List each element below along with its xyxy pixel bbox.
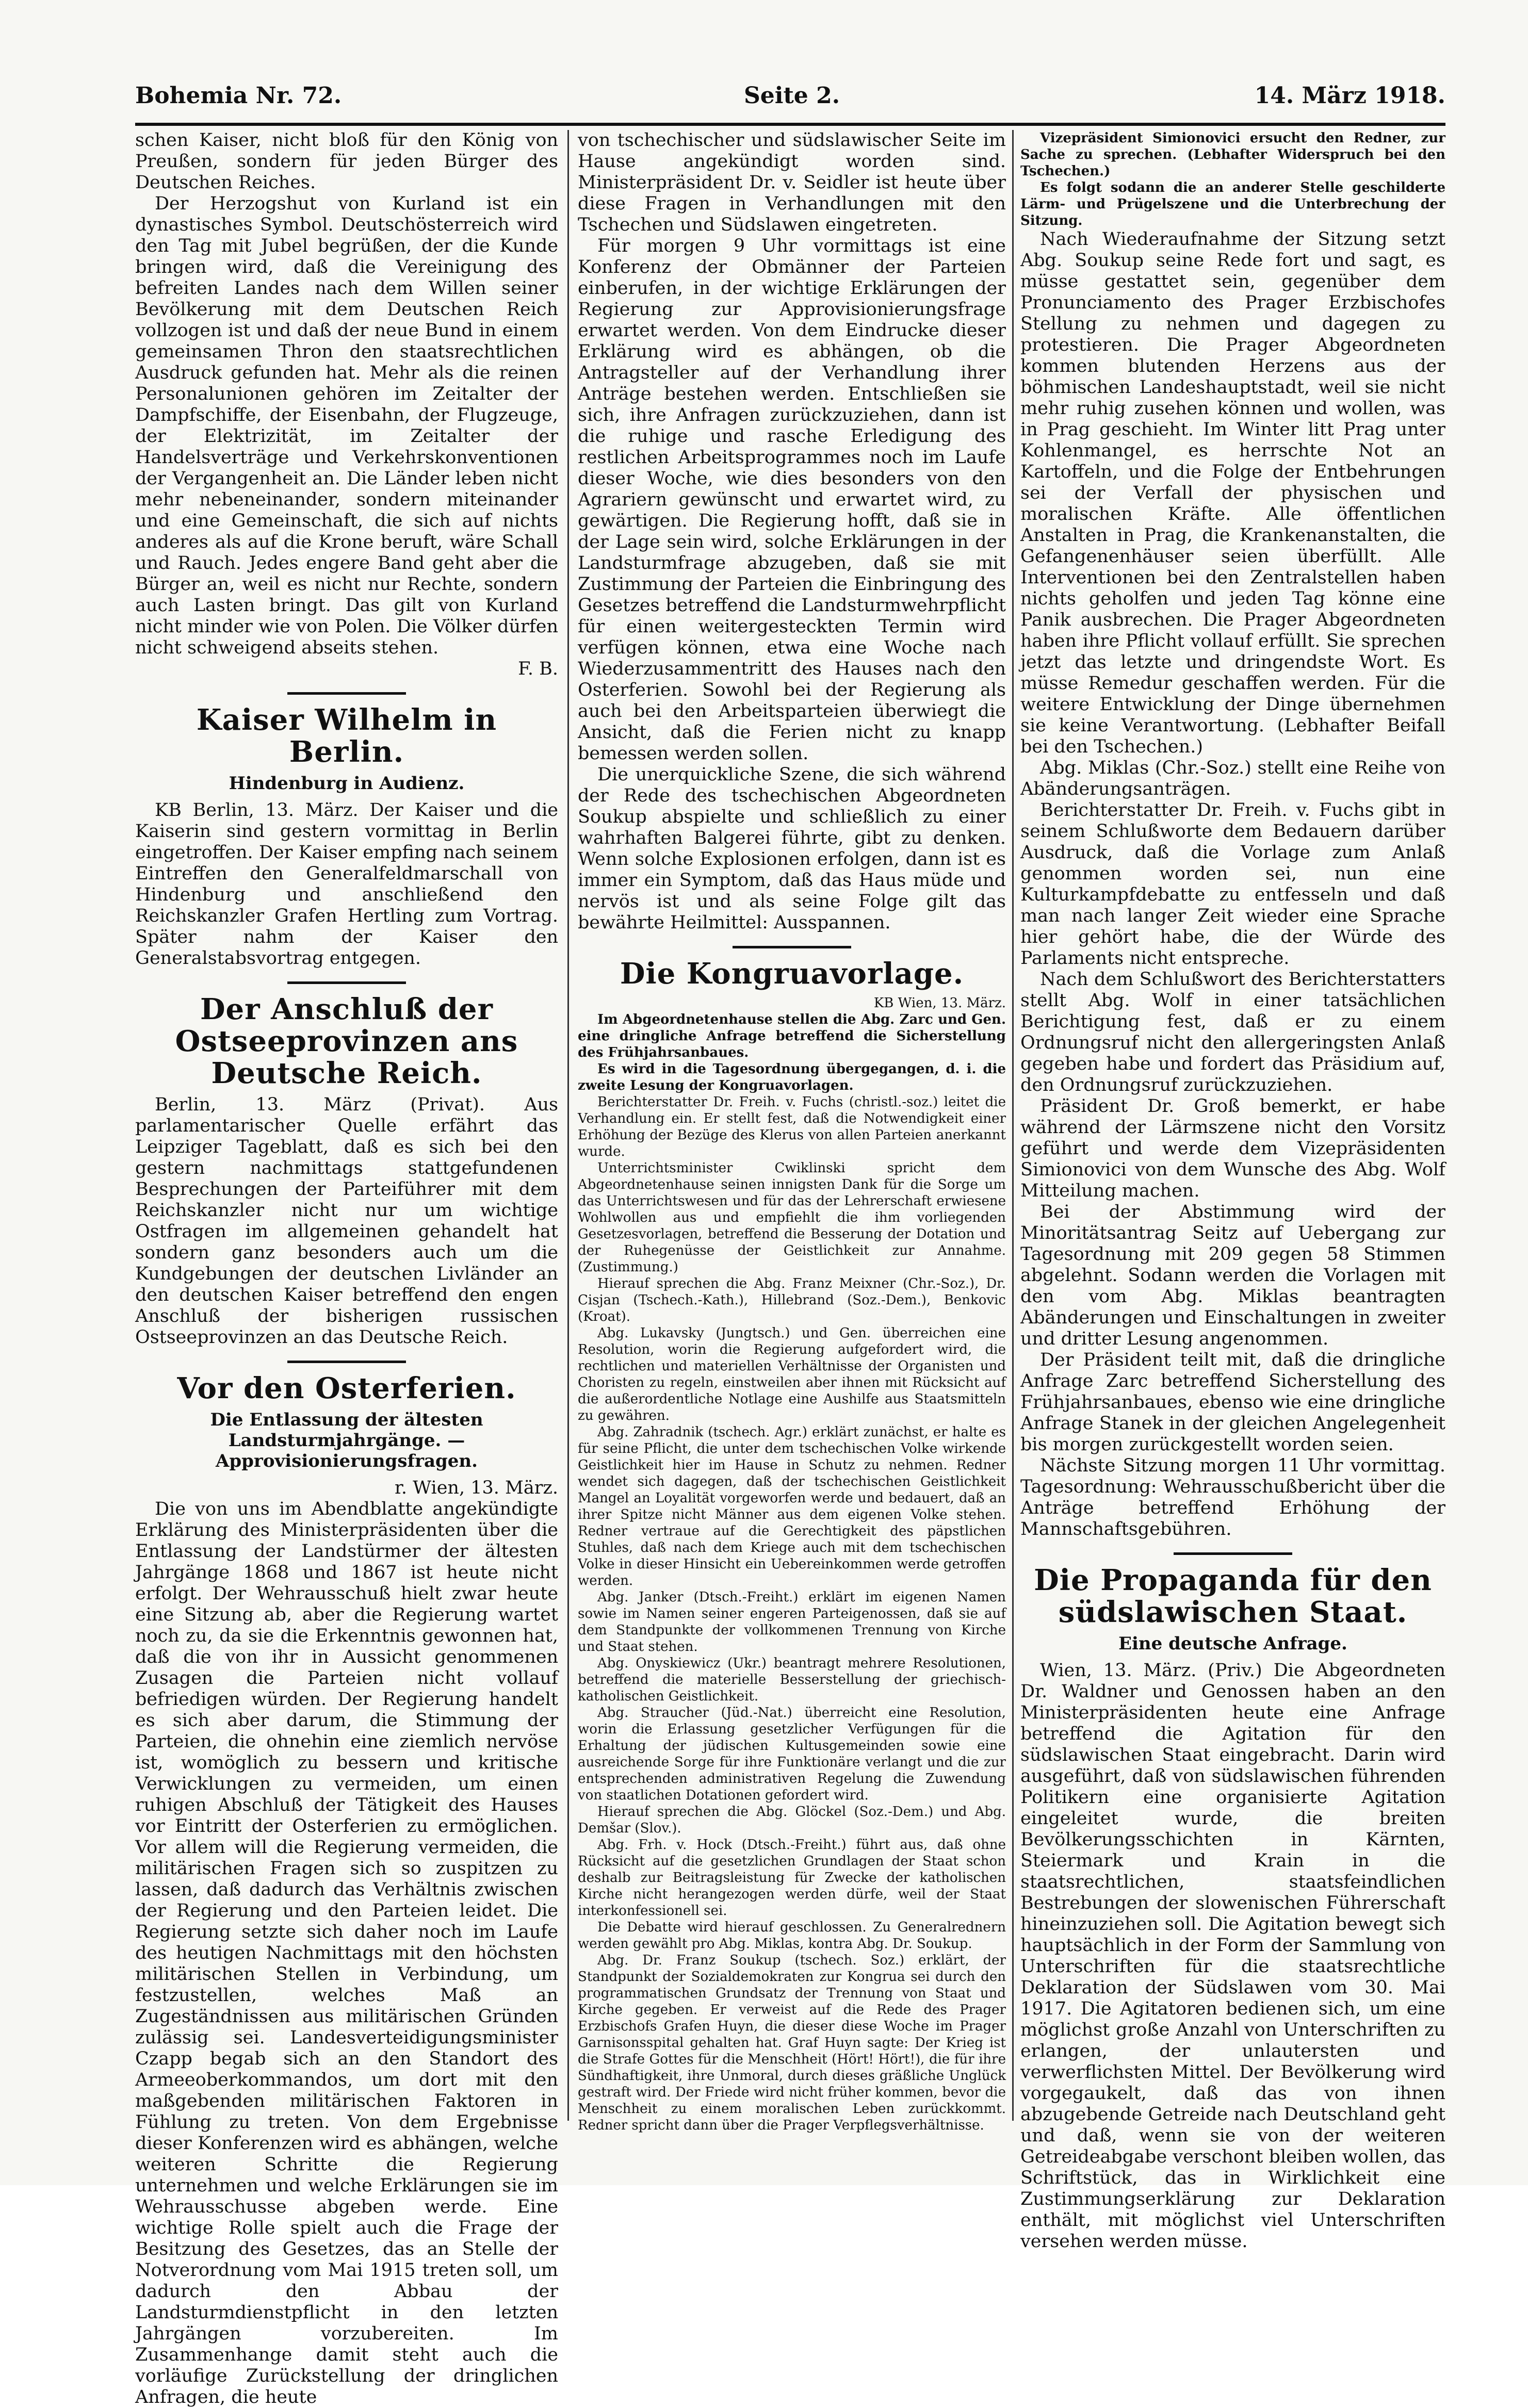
report-paragraph: Abg. Dr. Franz Soukup (tschech. Soz.) erklärt, der Standpunkt der Sozialdemokraten zur Kongrua sei durch den programmatischen Grundsatz der Trennung von Staat und Kirche gegeben. Er verweist auf die Rede des Prager Erzbischofs Grafen Huyn, die dieser diese Woche im Prager Garnisonsspital gehalten hat. Graf Huyn sagte: Der Krieg ist die Strafe Gottes für die Menschheit (Hört! Hört!), die für ihre Sündhaftigkeit, ihre Unmoral, durch dieses gräßliche Unglück gestraft wird. Der Friede wird nicht früher kommen, bevor die Menschheit zu einem moralischen Leben zurückkommt. Redner spricht dann über die Prager Verpflegsverhältnisse. xyxy=(578,1953,1006,2133)
paragraph: Wien, 13. März. (Priv.) Die Abgeordneten Dr. Waldner und Genossen haben an den Ministerpräsidenten heute eine Anfrage betreffend die Agitation für den südslawischen Staat eingebracht. Darin wird ausgeführt, daß von südslawischen führenden Politikern eine organisierte Agitation eingeleitet wurde, die breiten Bevölkerungsschichten in Kärnten, Steiermark und Krain in die staatsrechtlichen, staatsfeindlichen Bestrebungen der slowenischen Führerschaft hineinzuziehen soll. Die Agitation bewegt sich hauptsächlich in der Form der Sammlung von Unterschriften für die staatsrechtliche Deklaration der Südslawen vom 30. Mai 1917. Die Agitatoren bedienen sich, um eine möglichst große Anzahl von Unterschriften zu erlangen, der unlautersten und verwerflichsten Mittel. Der Bevölkerung wird vorgegaukelt, daß das von ihnen abzugebende Getreide nach Deutschland geht und daß, wenn sie von der weiteren Getreideabgabe verschont bleiben wollen, das Schriftstück, das in Wirklichkeit eine Zustimmungserklärung zur Deklaration enthält, mit möglichst viel Unterschriften versehen werden müsse. xyxy=(1020,1660,1445,2252)
report-paragraph: Abg. Onyskiewicz (Ukr.) beantragt mehrere Resolutionen, betreffend die materielle Besserstellung der griechisch-katholischen Geistlichkeit. xyxy=(578,1656,1006,1704)
article-subheadline: Die Entlassung der ältesten Landsturmjahrgänge. — Approvisionierungsfragen. xyxy=(210,1410,483,1471)
report-paragraph: Abg. Zahradnik (tschech. Agr.) erklärt zunächst, er halte es für seine Pflicht, die unter dem tschechischen Volke wirkende Geistlichkeit hier im Hause in Schutz zu nehmen. Redner wendet sich dagegen, daß der tschechischen Geistlichkeit Mangel an Loyalität vorgeworfen werde und bedauert, daß an ihrer Spitze nicht Männer aus dem eigenen Volke stehen. Redner vertraue auf die Gerechtigkeit des päpstlichen Stuhles, daß nach dem Kriege auch mit dem tschechischen Volke in dieser Hinsicht ein Uebereinkommen werde getroffen werden. xyxy=(578,1424,1006,1588)
article-headline: Die Kongruavorlage. xyxy=(620,957,964,991)
page-number: Seite 2. xyxy=(744,83,840,109)
column-divider xyxy=(567,130,569,2121)
article-subheadline: Hindenburg in Audienz. xyxy=(229,773,465,794)
issue-date: 14. März 1918. xyxy=(1254,83,1445,109)
report-paragraph: Es wird in die Tagesordnung übergegangen, d. i. die zweite Lesung der Kongruavorlagen. xyxy=(578,1061,1006,1093)
column-3 xyxy=(1020,130,1445,2252)
dateline: r. Wien, 13. März. xyxy=(395,1478,558,1498)
article-divider xyxy=(287,1361,406,1363)
article-divider xyxy=(287,692,406,695)
paragraph: Der Präsident teilt mit, daß die dringliche Anfrage Zarc betreffend Sicherstellung des Frühjahrsanbaues, ebenso wie eine dringliche Anfrage Stanek in der gleichen Angelegenheit bis morgen zurückgestellt worden seien. xyxy=(1020,1350,1445,1455)
paragraph: Nach dem Schlußwort des Berichterstatters stellt Abg. Wolf in einer tatsächlichen Berichtigung fest, daß er zu einem Ordnungsruf nicht den allergeringsten Anlaß gegeben habe und fordert das Präsidium auf, den Ordnungsruf zurückzuziehen. xyxy=(1020,969,1445,1095)
paragraph: Präsident Dr. Groß bemerkt, er habe während der Lärmszene nicht den Vorsitz geführt und werde dem Vizepräsidenten Simionovici von dem Wunsche des Abg. Wolf Mitteilung machen. xyxy=(1020,1096,1445,1201)
author-signature: F. B. xyxy=(518,659,558,679)
article-headline: Vor den Osterferien. xyxy=(177,1371,516,1405)
article-headline: Kaiser Wilhelm in Berlin. xyxy=(196,703,497,769)
report-paragraph: Vizepräsident Simionovici ersucht den Redner, zur Sache zu sprechen. (Lebhafter Widerspruch bei den Tschechen.) xyxy=(1020,130,1445,179)
paragraph: Nächste Sitzung morgen 11 Uhr vormittag. Tagesordnung: Wehrausschußbericht über die Anträge betreffend Erhöhung der Mannschaftsgebühren. xyxy=(1020,1455,1445,1539)
column-2 xyxy=(578,130,1006,2133)
article-headline: Die Propaganda für den südslawischen Staat. xyxy=(1034,1563,1432,1629)
report-paragraph: Abg. Janker (Dtsch.-Freiht.) erklärt im eigenen Namen sowie im Namen seiner engeren Parteigenossen, daß sie auf dem Standpunkte der vollkommenen Trennung von Kirche und Staat stehen. xyxy=(578,1590,1006,1655)
paragraph: Die unerquickliche Szene, die sich während der Rede des tschechischen Abgeordneten Soukup abspielte und schließlich zu einer wahrhaften Balgerei führte, gibt zu denken. Wenn solche Explosionen erfolgen, dann ist es immer ein Symptom, daß das Haus müde und nervös ist und als seine Folge gilt das bewährte Heilmittel: Ausspannen. xyxy=(578,764,1006,933)
paragraph: Nach Wiederaufnahme der Sitzung setzt Abg. Soukup seine Rede fort und sagt, es müsse gestattet sein, gegenüber dem Pronunciamento des Prager Erzbischofes Stellung zu nehmen und dagegen zu protestieren. Die Prager Abgeordneten kommen blutenden Herzens aus der böhmischen Landeshauptstadt, weil sie nicht mehr ruhig zusehen können und wollen, was in Prag geschieht. Im Winter litt Prag unter Kohlenmangel, es herrschte Not an Kartoffeln, und die Folge der Entbehrungen sei der Verfall der physischen und moralischen Kräfte. Alle öffentlichen Anstalten in Prag, die Krankenanstalten, die Gefangenenhäuser seien überfüllt. Alle Interventionen bei den Zentralstellen haben nichts geholfen und jeden Tag könne eine Panik ausbrechen. Die Prager Abgeordneten haben ihre Pflicht vollauf erfüllt. Sie sprechen jetzt das letzte und dringendste Wort. Es müsse Remedur geschaffen werden. Für die weitere Entwicklung der Dinge übernehmen sie keine Verantwortung. (Lebhafter Beifall bei den Tschechen.) xyxy=(1020,229,1445,757)
article-divider xyxy=(1174,1552,1292,1555)
report-paragraph: Abg. Straucher (Jüd.-Nat.) überreicht eine Resolution, worin die Erlassung gesetzlicher Verfügungen für die Erhaltung der jüdischen Kultusgemeinden sowie eine ausreichende Sorge für ihre Funktionäre verlangt und die zur entsprechenden administrativen Regelung die Zuwendung von staatlichen Dotationen gefordert wird. xyxy=(578,1705,1006,1803)
paragraph: Die von uns im Abendblatte angekündigte Erklärung des Ministerpräsidenten über die Entlassung der Landstürmer der ältesten Jahrgänge 1868 und 1867 ist heute nicht erfolgt. Der Wehrausschuß hielt zwar heute eine Sitzung ab, aber die Regierung wartet noch zu, da sie die Erkenntnis gewonnen hat, daß die von ihr in Aussicht genommenen Zusagen die Parteien nicht vollauf befriedigen würden. Der Regierung handelt es sich aber darum, die Stimmung der Parteien, die ohnehin eine ziemlich nervöse ist, womöglich zu bessern und kritische Verwicklungen zu vermeiden, um einen ruhigen Abschluß der Tätigkeit des Hauses vor Eintritt der Osterferien zu ermöglichen. Vor allem will die Regierung vermeiden, die militärischen Fragen sich so zuspitzen zu lassen, daß dadurch das Verhältnis zwischen der Regierung und den Parteien leidet. Die Regierung setzte sich daher noch im Laufe des heutigen Nachmittags mit den höchsten militärischen Stellen in Verbindung, um festzustellen, welches Maß an Zugeständnissen aus militärischen Gründen zulässig sei. Landesverteidigungsminister Czapp begab sich an den Standort des Armeeoberkommandos, um dort mit den maßgebenden militärischen Faktoren in Fühlung zu treten. Von dem Ergebnisse dieser Konferenzen wird es abhängen, welche weiteren Schritte die Regierung unternehmen und welche Erklärungen sie im Wehrausschusse abgeben werde. Eine wichtige Rolle spielt auch die Frage der Besitzung des Gesetzes, das an Stelle der Notverordnung vom Mai 1915 treten soll, um dadurch den Abbau der Landsturmdienstpflicht in den letzten Jahrgängen vorzubereiten. Im Zusammenhange damit steht auch die vorläufige Zurückstellung der dringlichen Anfragen, die heute xyxy=(135,1499,558,2407)
report-paragraph: Im Abgeordnetenhause stellen die Abg. Zarc und Gen. eine dringliche Anfrage betreffend die Sicherstellung des Frühjahrsanbaues. xyxy=(578,1012,1006,1060)
column-1 xyxy=(135,130,558,2407)
article-headline: Der Anschluß der Ostseeprovinzen ans Deutsche Reich. xyxy=(175,992,518,1090)
dateline: KB Wien, 13. März. xyxy=(873,995,1006,1011)
paragraph: Berlin, 13. März (Privat). Aus parlamentarischer Quelle erfährt das Leipziger Tageblatt, daß es sich bei den gestern nachmittags stattgefundenen Besprechungen der Parteiführer mit dem Reichskanzler nicht nur um wichtige Ostfragen im allgemeinen gehandelt hat sondern ganz besonders auch um die Kundgebungen der deutschen Livländer an den deutschen Kaiser betreffend den engen Anschluß der bisherigen russischen Ostseeprovinzen an das Deutsche Reich. xyxy=(135,1094,558,1348)
paragraph: Der Herzogshut von Kurland ist ein dynastisches Symbol. Deutschösterreich wird den Tag mit Jubel begrüßen, der die Kunde bringen wird, daß die Vereinigung des befreiten Landes nach dem Willen seiner Bevölkerung mit dem Deutschen Reich vollzogen ist und daß der neue Bund in einem gemeinsamen Thron den staatsrechtlichen Ausdruck gefunden hat. Mehr als die reinen Personalunionen gehören im Zeitalter der Dampfschiffe, der Eisenbahn, der Flugzeuge, der Elektrizität, im Zeitalter der Handelsverträge und Verkehrskonventionen der Vergangenheit an. Die Länder leben nicht mehr nebeneinander, sondern miteinander und eine Gemeinschaft, die sich auf nichts anderes als auf die Krone beruft, wäre Schall und Rauch. Jedes engere Band geht aber die Bürger an, weil es nicht nur Rechte, sondern auch Lasten bringt. Das gilt von Kurland nicht minder wie von Polen. Die Völker dürfen nicht schweigend abseits stehen. xyxy=(135,193,558,658)
paragraph: von tschechischer und südslawischer Seite im Hause angekündigt worden sind. Ministerpräsident Dr. v. Seidler ist heute über diese Fragen in Verhandlungen mit den Tschechen und Südslawen eingetreten. xyxy=(578,130,1006,235)
masthead-issue: Bohemia Nr. 72. xyxy=(135,83,342,109)
column-divider xyxy=(1012,130,1014,2121)
report-paragraph: Unterrichtsminister Cwiklinski spricht dem Abgeordnetenhause seinen innigsten Dank für die Sorge um das Unterrichtswesen und für das der Lehrerschaft erwiesene Wohlwollen aus und empfiehlt die ihm vorliegenden Gesetzesvorlagen, betreffend die Besserung der Dotation und der Ruhegenüsse der Geistlichkeit zur Annahme. (Zustimmung.) xyxy=(578,1160,1006,1275)
page-header xyxy=(135,77,1445,119)
report-paragraph: Berichterstatter Dr. Freih. v. Fuchs (christl.-soz.) leitet die Verhandlung ein. Er stellt fest, daß die Notwendigkeit einer Erhöhung der Bezüge des Klerus von allen Parteien anerkannt wurde. xyxy=(578,1094,1006,1159)
report-paragraph: Abg. Lukavsky (Jungtsch.) und Gen. überreichen eine Resolution, worin die Regierung aufgefordert wird, die rechtlichen und materiellen Verhältnisse der Organisten und Choristen zu regeln, einstweilen aber ihnen mit Rücksicht auf die außerordentliche Notlage eine Aushilfe aus Staatsmitteln zu gewähren. xyxy=(578,1325,1006,1423)
paragraph: Für morgen 9 Uhr vormittags ist eine Konferenz der Obmänner der Parteien einberufen, in der wichtige Erklärungen der Regierung zur Approvisionierungsfrage erwartet werden. Von dem Eindrucke dieser Erklärung wird es abhängen, ob die Antragsteller auf der Verhandlung ihrer Anträge bestehen werden. Entschließen sie sich, ihre Anfragen zurückzuziehen, dann ist die ruhige und rasche Erledigung des restlichen Arbeitsprogrammes noch im Laufe dieser Woche, wie dies besonders von den Agrariern gewünscht und erwartet wird, zu gewärtigen. Die Regierung hofft, daß sie in der Lage sein wird, solche Erklärungen in der Landsturmfrage abzugeben, daß sie mit Zustimmung der Parteien die Einbringung des Gesetzes betreffend die Landsturmwehrpflicht für einen weitergesteckten Termin wird verfügen können, etwa eine Woche nach Wiederzusammentritt des Hauses nach den Osterferien. Sowohl bei der Regierung als auch bei den Arbeitsparteien überwiegt die Ansicht, daß die Ferien nicht zu knapp bemessen werden sollen. xyxy=(578,236,1006,764)
paragraph: KB Berlin, 13. März. Der Kaiser und die Kaiserin sind gestern vormittag in Berlin eingetroffen. Der Kaiser empfing nach seinem Eintreffen den Generalfeldmarschall von Hindenburg und anschließend den Reichskanzler Grafen Hertling zum Vortrag. Später nahm der Kaiser den Generalstabsvortrag entgegen. xyxy=(135,800,558,969)
article-subheadline: Eine deutsche Anfrage. xyxy=(1118,1633,1347,1654)
report-paragraph: Die Debatte wird hierauf geschlossen. Zu Generalrednern werden gewählt pro Abg. Miklas, kontra Abg. Dr. Soukup. xyxy=(578,1920,1006,1952)
article-divider xyxy=(733,946,851,948)
report-paragraph: Abg. Frh. v. Hock (Dtsch.-Freiht.) führt aus, daß ohne Rücksicht auf die gesetzlichen Grundlagen der Staat schon deshalb zur Beitragsleistung für Zwecke der katholischen Kirche nicht herangezogen werden dürfe, weil der Staat interkonfessionell sei. xyxy=(578,1837,1006,1919)
paragraph: Berichterstatter Dr. Freih. v. Fuchs gibt in seinem Schlußworte dem Bedauern darüber Ausdruck, daß die Vorlage zum Anlaß genommen worden sei, nun eine Kulturkampfdebatte zu entfesseln und daß man nach langer Zeit wieder eine Sprache hier gehört habe, die der Würde des Parlaments nicht entspreche. xyxy=(1020,800,1445,969)
header-rule xyxy=(135,123,1445,126)
report-paragraph: Hierauf sprechen die Abg. Glöckel (Soz.-Dem.) und Abg. Demšar (Slov.). xyxy=(578,1804,1006,1836)
paragraph: schen Kaiser, nicht bloß für den König von Preußen, sondern für jeden Bürger des Deutschen Reiches. xyxy=(135,130,558,193)
report-paragraph: Es folgt sodann die an anderer Stelle geschilderte Lärm- und Prügelszene und die Unterbrechung der Sitzung. xyxy=(1020,180,1445,228)
article-divider xyxy=(287,981,406,984)
paragraph: Abg. Miklas (Chr.-Soz.) stellt eine Reihe von Abänderungsanträgen. xyxy=(1020,758,1445,799)
paragraph: Bei der Abstimmung wird der Minoritätsantrag Seitz auf Uebergang zur Tagesordnung mit 209 gegen 58 Stimmen abgelehnt. Sodann werden die Vorlagen mit den vom Abg. Miklas beantragten Abänderungen und Einschaltungen in zweiter und dritter Lesung angenommen. xyxy=(1020,1202,1445,1349)
report-paragraph: Hierauf sprechen die Abg. Franz Meixner (Chr.-Soz.), Dr. Cisjan (Tschech.-Kath.), Hillebrand (Soz.-Dem.), Benkovic (Kroat). xyxy=(578,1276,1006,1324)
